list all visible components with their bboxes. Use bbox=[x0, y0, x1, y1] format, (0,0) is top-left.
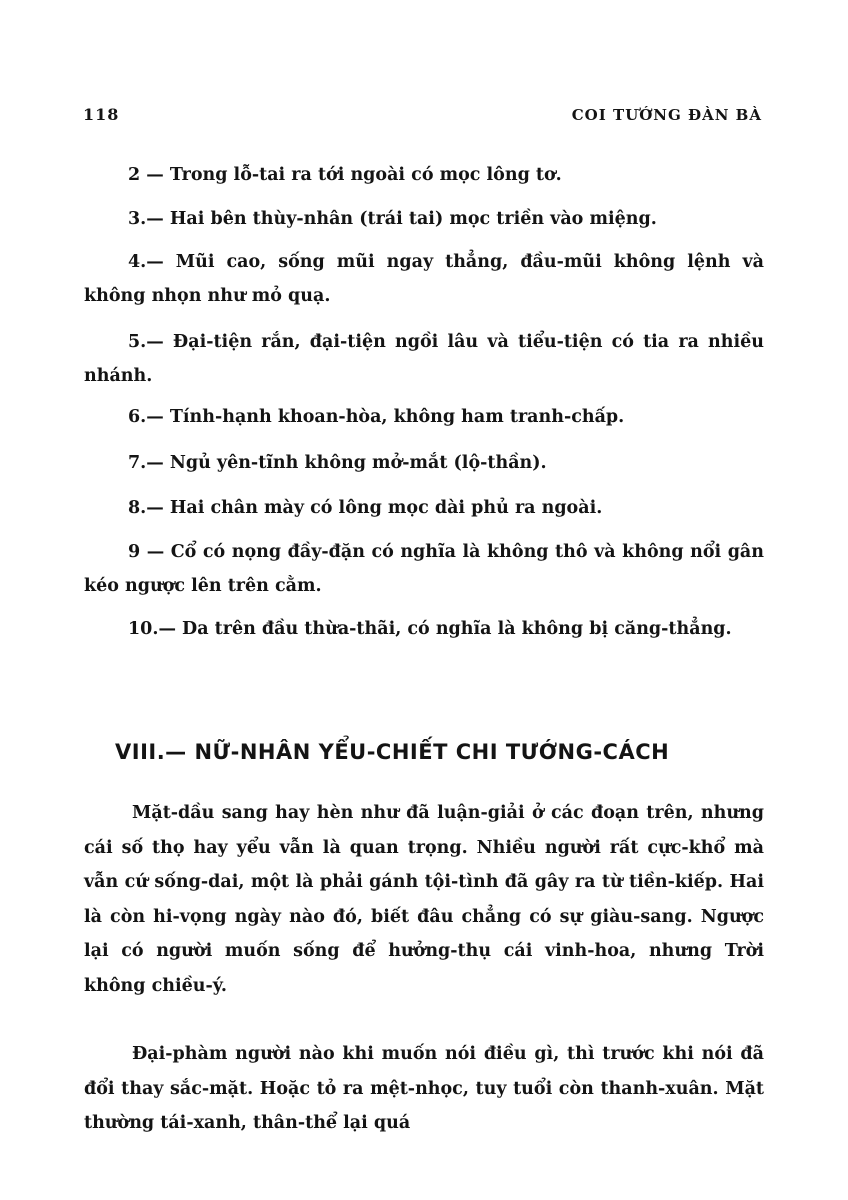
section-heading: VIII.— NỮ-NHÂN YỂU-CHIẾT CHI TƯỚNG-CÁCH bbox=[115, 740, 670, 764]
list-item: 9 — Cổ có nọng đầy-đặn có nghĩa là không thô và không nổi gân kéo ngược lên trên cằm. bbox=[84, 542, 764, 596]
list-item: 6.— Tính-hạnh khoan-hòa, không ham tranh-chấp. bbox=[128, 407, 625, 427]
list-item: 10.— Da trên đầu thừa-thãi, có nghĩa là không bị căng-thẳng. bbox=[128, 619, 732, 639]
running-title: COI TƯỚNG ĐÀN BÀ bbox=[571, 106, 762, 124]
list-item: 2 — Trong lỗ-tai ra tới ngoài có mọc lông tơ. bbox=[128, 165, 562, 185]
list-item: 7.— Ngủ yên-tĩnh không mở-mắt (lộ-thần). bbox=[128, 453, 547, 473]
body-paragraph: Đại-phàm người nào khi muốn nói điều gì, thì trước khi nói đã đổi thay sắc-mặt. Hoặc tỏ ra mệt-nhọc, tuy tuổi còn thanh-xuân. Mặt thường tái-xanh, thân-thể lại quá bbox=[84, 1044, 764, 1133]
list-item: 5.— Đại-tiện rắn, đại-tiện ngồi lâu và tiểu-tiện có tia ra nhiều nhánh. bbox=[84, 332, 764, 386]
list-item: 4.— Mũi cao, sống mũi ngay thẳng, đầu-mũi không lệnh và không nhọn như mỏ quạ. bbox=[84, 252, 764, 306]
page-number: 118 bbox=[83, 105, 120, 124]
list-item: 8.— Hai chân mày có lông mọc dài phủ ra ngoài. bbox=[128, 498, 603, 518]
list-item: 3.— Hai bên thùy-nhân (trái tai) mọc triền vào miệng. bbox=[128, 209, 657, 229]
body-paragraph: Mặt-dầu sang hay hèn như đã luận-giải ở các đoạn trên, nhưng cái số thọ hay yểu vẫn là quan trọng. Nhiều người rất cực-khổ mà vẫn cứ sống-dai, một là phải gánh tội-tình đã gây ra từ tiền-kiếp. Hai là còn hi-vọng ngày nào đó, biết đâu chẳng có sự giàu-sang. Ngược lại có người muốn sống để hưởng-thụ cái vinh-hoa, nhưng Trời không chiều-ý. bbox=[84, 803, 764, 996]
